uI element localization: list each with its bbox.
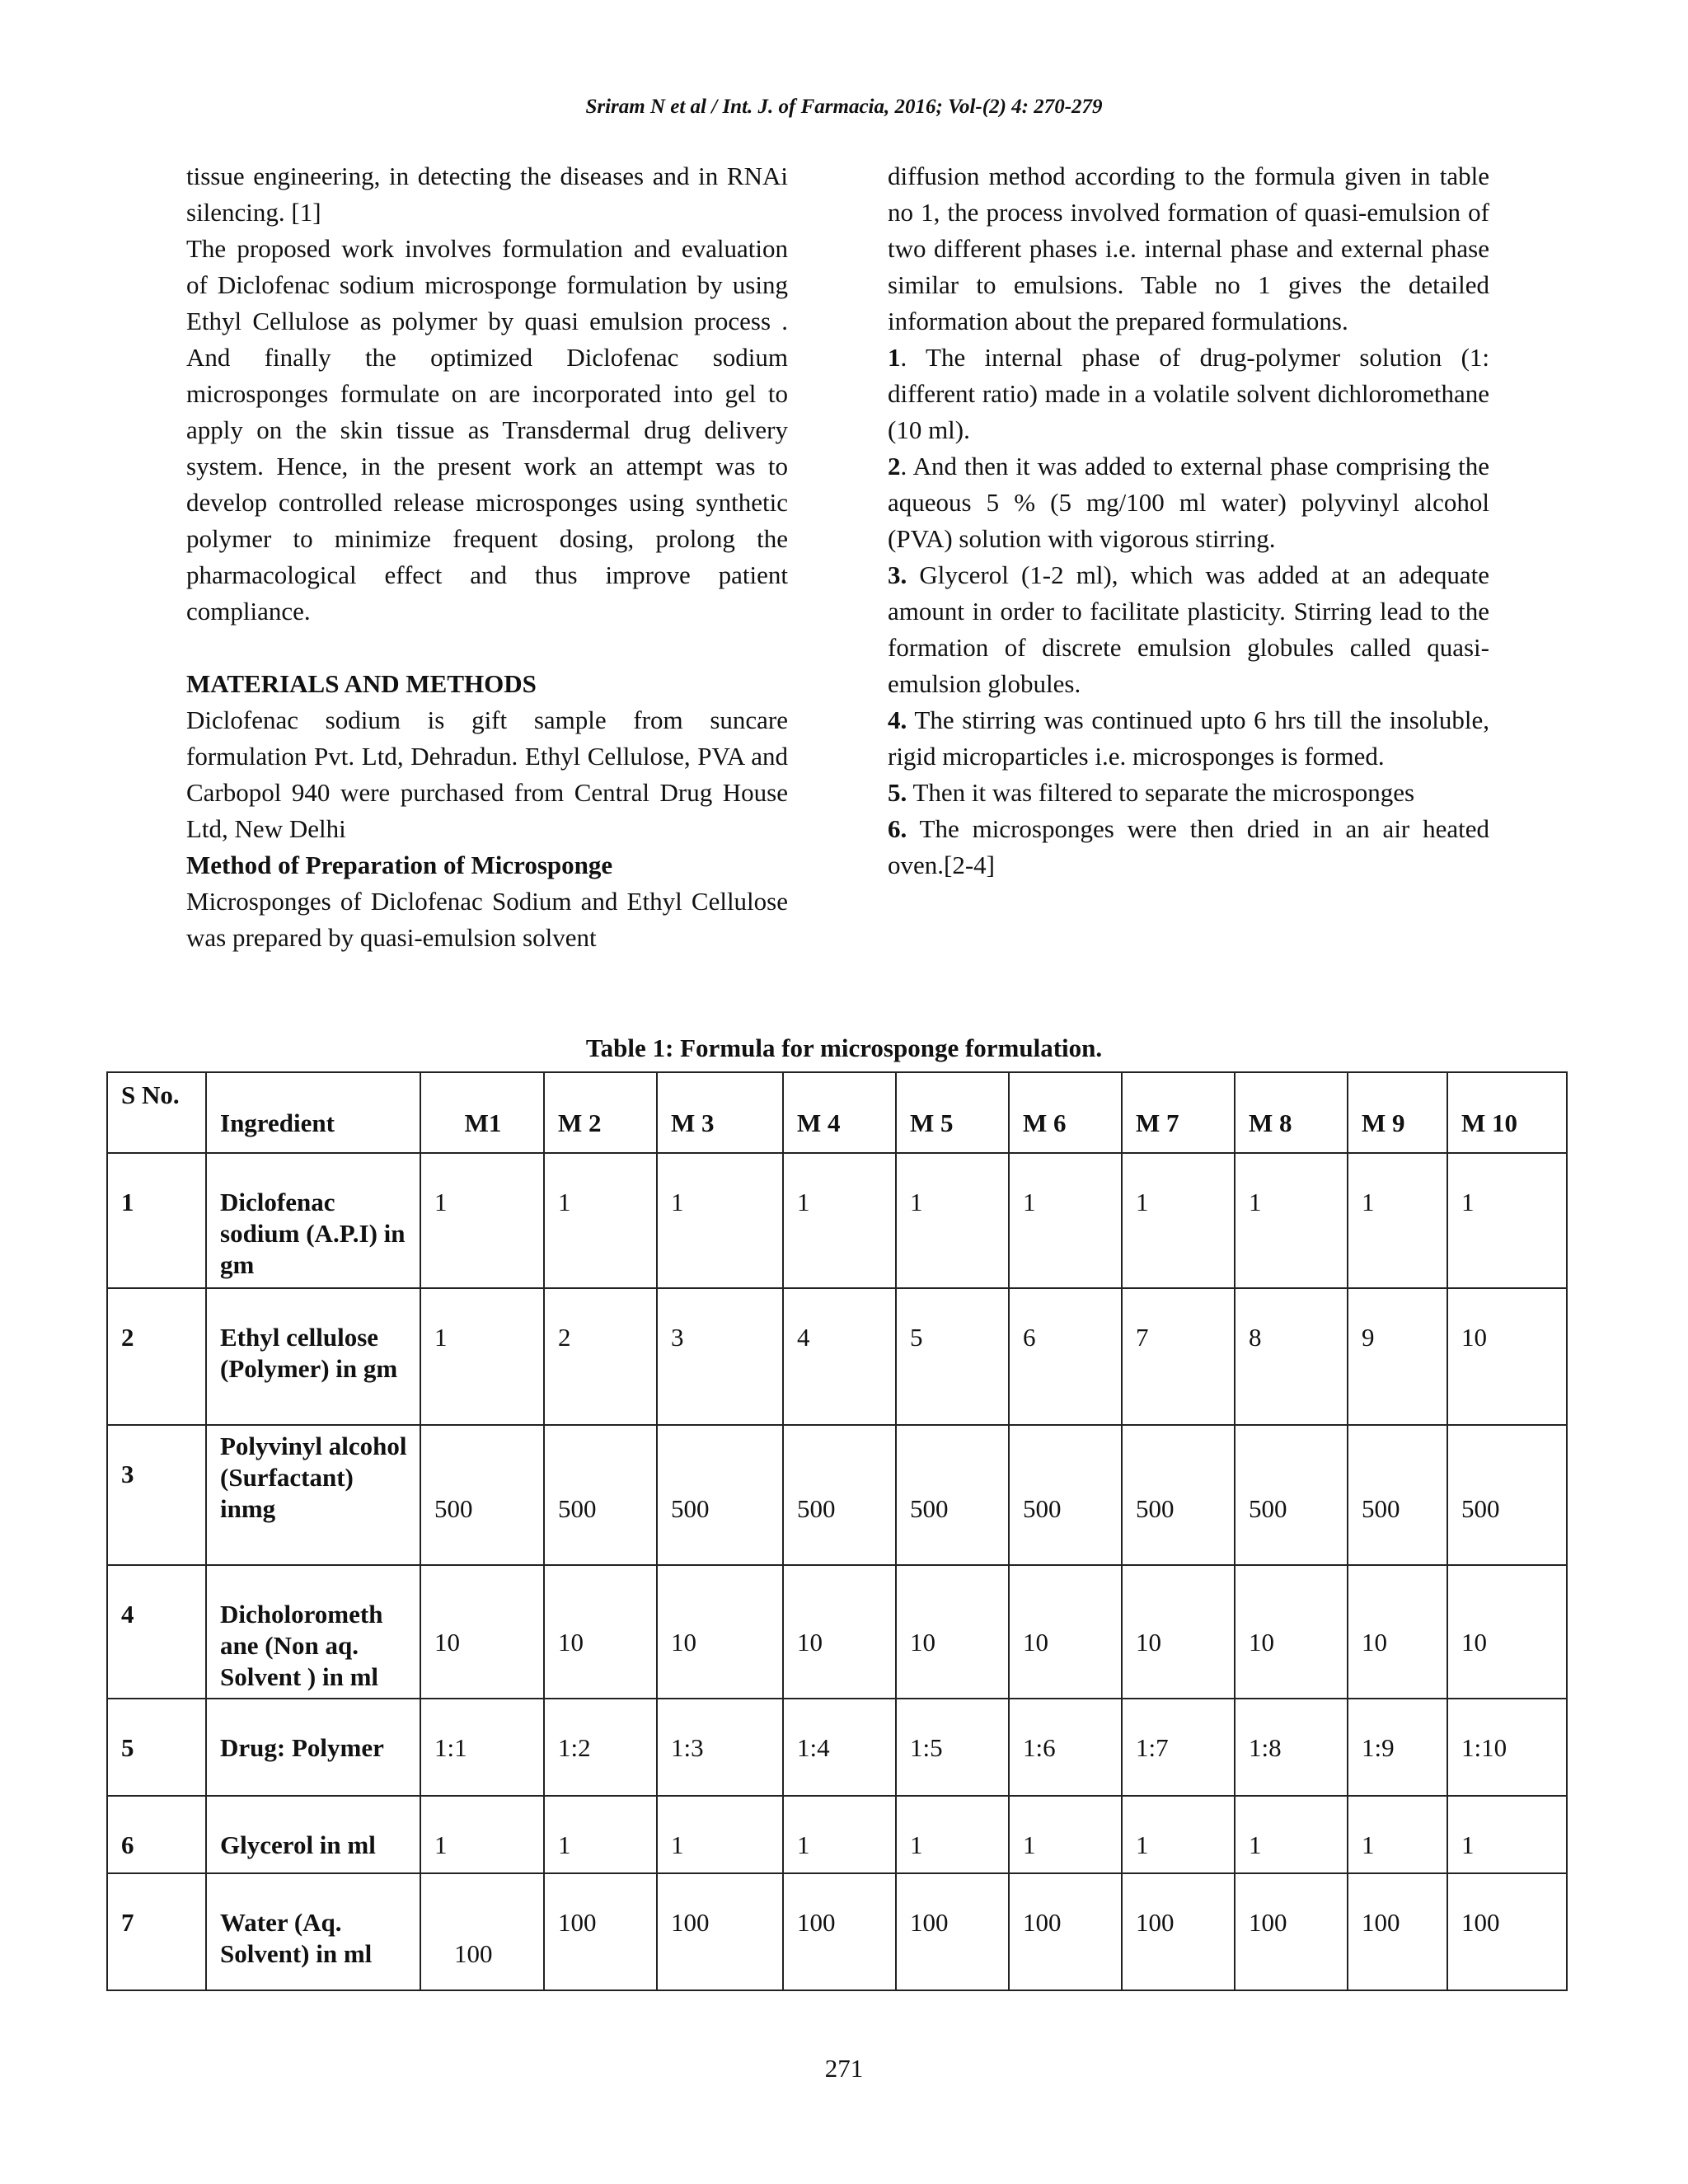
value-cell: 2 <box>544 1288 657 1425</box>
value-cell: 10 <box>1447 1565 1567 1699</box>
value-cell: 100 <box>1348 1873 1447 1990</box>
value-cell: 100 <box>783 1873 896 1990</box>
serial-number-cell: 3 <box>107 1425 206 1565</box>
value-cell: 500 <box>420 1425 544 1565</box>
value-cell: 1 <box>1122 1796 1235 1873</box>
value-cell: 100 <box>1447 1873 1567 1990</box>
table-row <box>107 1565 1567 1699</box>
value-cell: 100 <box>420 1873 544 1990</box>
serial-number-cell: 6 <box>107 1796 206 1873</box>
value-cell: 5 <box>896 1288 1009 1425</box>
value-cell: 1:1 <box>420 1699 544 1796</box>
value-cell: 100 <box>1122 1873 1235 1990</box>
value-cell: 500 <box>1009 1425 1122 1565</box>
value-cell: 1 <box>420 1153 544 1288</box>
value-cell: 1 <box>783 1153 896 1288</box>
header-cell: Ingredient <box>206 1072 420 1153</box>
method-continued-paragraph: diffusion method according to the formula given in table no 1, the process involved formation of quasi-emulsion of two different phases i.e. internal phase and external phase similar to emulsions. Table no 1 gives the detailed information about the prepared formulations. <box>888 162 1489 335</box>
page-number: 271 <box>824 2054 864 2083</box>
value-cell: 1:7 <box>1122 1699 1235 1796</box>
procedure-step: 6. The microsponges were then dried in an air heated oven.[2-4] <box>888 814 1489 879</box>
header-cell: M 10 <box>1447 1072 1567 1153</box>
value-cell: 1:4 <box>783 1699 896 1796</box>
value-cell: 100 <box>1235 1873 1348 1990</box>
value-cell: 10 <box>1122 1565 1235 1699</box>
serial-number-cell: 2 <box>107 1288 206 1425</box>
value-cell: 10 <box>544 1565 657 1699</box>
value-cell: 8 <box>1235 1288 1348 1425</box>
header-cell: M 5 <box>896 1072 1009 1153</box>
table-row <box>107 1153 1567 1288</box>
value-cell: 1 <box>544 1153 657 1288</box>
procedure-step: 3. Glycerol (1-2 ml), which was added at an adequate amount in order to facilitate plasticity. Stirring lead to the formation of discrete emulsion globules called quasi-emulsion globules. <box>888 560 1489 698</box>
table-header-row <box>107 1072 1567 1153</box>
value-cell: 1 <box>420 1796 544 1873</box>
ingredient-cell: Ethyl cellulose (Polymer) in gm <box>206 1288 420 1425</box>
materials-paragraph: Diclofenac sodium is gift sample from suncare formulation Pvt. Ltd, Dehradun. Ethyl Cellulose, PVA and Carbopol 940 were purchased from Central Drug House Ltd, New Delhi <box>186 705 788 843</box>
ingredient-cell: Diclofenac sodium (A.P.I) in gm <box>206 1153 420 1288</box>
value-cell: 1 <box>1447 1796 1567 1873</box>
method-paragraph: Microsponges of Diclofenac Sodium and Ethyl Cellulose was prepared by quasi-emulsion solvent <box>186 887 788 952</box>
value-cell: 1 <box>657 1796 783 1873</box>
value-cell: 10 <box>1447 1288 1567 1425</box>
header-cell: S No. <box>107 1072 206 1153</box>
paragraph-gap <box>186 630 788 666</box>
value-cell: 10 <box>783 1565 896 1699</box>
value-cell: 3 <box>657 1288 783 1425</box>
method-heading: Method of Preparation of Microsponge <box>186 851 613 879</box>
materials-heading: MATERIALS AND METHODS <box>186 669 537 698</box>
value-cell: 6 <box>1009 1288 1122 1425</box>
running-header: Sriram N et al / Int. J. of Farmacia, 2016; Vol-(2) 4: 270-279 <box>585 96 1103 118</box>
value-cell: 1 <box>1009 1153 1122 1288</box>
header-cell: M1 <box>420 1072 544 1153</box>
value-cell: 1:5 <box>896 1699 1009 1796</box>
value-cell: 10 <box>657 1565 783 1699</box>
value-cell: 100 <box>544 1873 657 1990</box>
value-cell: 10 <box>1348 1565 1447 1699</box>
header-cell: M 8 <box>1235 1072 1348 1153</box>
right-column <box>888 158 1489 883</box>
value-cell: 500 <box>1348 1425 1447 1565</box>
intro-paragraph-1: tissue engineering, in detecting the diseases and in RNAi silencing. [1] <box>186 162 788 227</box>
value-cell: 1 <box>896 1153 1009 1288</box>
procedure-step: 4. The stirring was continued upto 6 hrs till the insoluble, rigid microparticles i.e. microsponges is formed. <box>888 705 1489 771</box>
table-row <box>107 1288 1567 1425</box>
value-cell: 1:6 <box>1009 1699 1122 1796</box>
table-row <box>107 1699 1567 1796</box>
value-cell: 10 <box>420 1565 544 1699</box>
value-cell: 1:3 <box>657 1699 783 1796</box>
value-cell: 1 <box>783 1796 896 1873</box>
value-cell: 1 <box>1348 1796 1447 1873</box>
value-cell: 1 <box>544 1796 657 1873</box>
value-cell: 100 <box>896 1873 1009 1990</box>
value-cell: 100 <box>1009 1873 1122 1990</box>
header-cell: M 4 <box>783 1072 896 1153</box>
value-cell: 1 <box>1009 1796 1122 1873</box>
header-cell: M 6 <box>1009 1072 1122 1153</box>
header-cell: M 7 <box>1122 1072 1235 1153</box>
ingredient-cell: Glycerol in ml <box>206 1796 420 1873</box>
value-cell: 10 <box>896 1565 1009 1699</box>
value-cell: 9 <box>1348 1288 1447 1425</box>
value-cell: 500 <box>1122 1425 1235 1565</box>
value-cell: 500 <box>896 1425 1009 1565</box>
value-cell: 4 <box>783 1288 896 1425</box>
procedure-step: 5. Then it was filtered to separate the microsponges <box>888 778 1415 807</box>
value-cell: 500 <box>783 1425 896 1565</box>
header-cell: M 9 <box>1348 1072 1447 1153</box>
table-row <box>107 1796 1567 1873</box>
value-cell: 7 <box>1122 1288 1235 1425</box>
serial-number-cell: 5 <box>107 1699 206 1796</box>
header-cell: M 2 <box>544 1072 657 1153</box>
ingredient-cell: Polyvinyl alcohol (Surfactant) inmg <box>206 1425 420 1565</box>
table-row <box>107 1425 1567 1565</box>
value-cell: 500 <box>1235 1425 1348 1565</box>
value-cell: 1 <box>1235 1153 1348 1288</box>
serial-number-cell: 7 <box>107 1873 206 1990</box>
value-cell: 1 <box>1235 1796 1348 1873</box>
formula-table <box>106 1071 1568 1991</box>
value-cell: 1 <box>657 1153 783 1288</box>
left-column <box>186 158 788 956</box>
value-cell: 100 <box>657 1873 783 1990</box>
value-cell: 1 <box>1122 1153 1235 1288</box>
value-cell: 1 <box>1348 1153 1447 1288</box>
ingredient-cell: Drug: Polymer <box>206 1699 420 1796</box>
intro-paragraph-2: The proposed work involves formulation and evaluation of Diclofenac sodium microsponge formulation by using Ethyl Cellulose as polymer by quasi emulsion process . And finally the optimized Diclofenac sodium microsponges formulate on are incorporated into gel to apply on the skin tissue as Transdermal drug delivery system. Hence, in the present work an attempt was to develop controlled release microsponges using synthetic polymer to minimize frequent dosing, prolong the pharmacological effect and thus improve patient compliance. <box>186 234 788 626</box>
procedure-step: 2. And then it was added to external phase comprising the aqueous 5 % (5 mg/100 ml water) polyvinyl alcohol (PVA) solution with vigorous stirring. <box>888 452 1489 553</box>
value-cell: 1:8 <box>1235 1699 1348 1796</box>
ingredient-cell: Water (Aq. Solvent) in ml <box>206 1873 420 1990</box>
table-row <box>107 1873 1567 1990</box>
value-cell: 1:9 <box>1348 1699 1447 1796</box>
value-cell: 1:10 <box>1447 1699 1567 1796</box>
value-cell: 500 <box>1447 1425 1567 1565</box>
value-cell: 10 <box>1009 1565 1122 1699</box>
value-cell: 1 <box>420 1288 544 1425</box>
ingredient-cell: Dicholorometh ane (Non aq. Solvent ) in ml <box>206 1565 420 1699</box>
value-cell: 10 <box>1235 1565 1348 1699</box>
header-cell: M 3 <box>657 1072 783 1153</box>
procedure-step: 1. The internal phase of drug-polymer solution (1: different ratio) made in a volatile solvent dichloromethane (10 ml). <box>888 343 1489 444</box>
value-cell: 500 <box>657 1425 783 1565</box>
value-cell: 500 <box>544 1425 657 1565</box>
value-cell: 1 <box>1447 1153 1567 1288</box>
table-caption: Table 1: Formula for microsponge formulation. <box>585 1033 1103 1062</box>
serial-number-cell: 4 <box>107 1565 206 1699</box>
value-cell: 1 <box>896 1796 1009 1873</box>
serial-number-cell: 1 <box>107 1153 206 1288</box>
value-cell: 1:2 <box>544 1699 657 1796</box>
